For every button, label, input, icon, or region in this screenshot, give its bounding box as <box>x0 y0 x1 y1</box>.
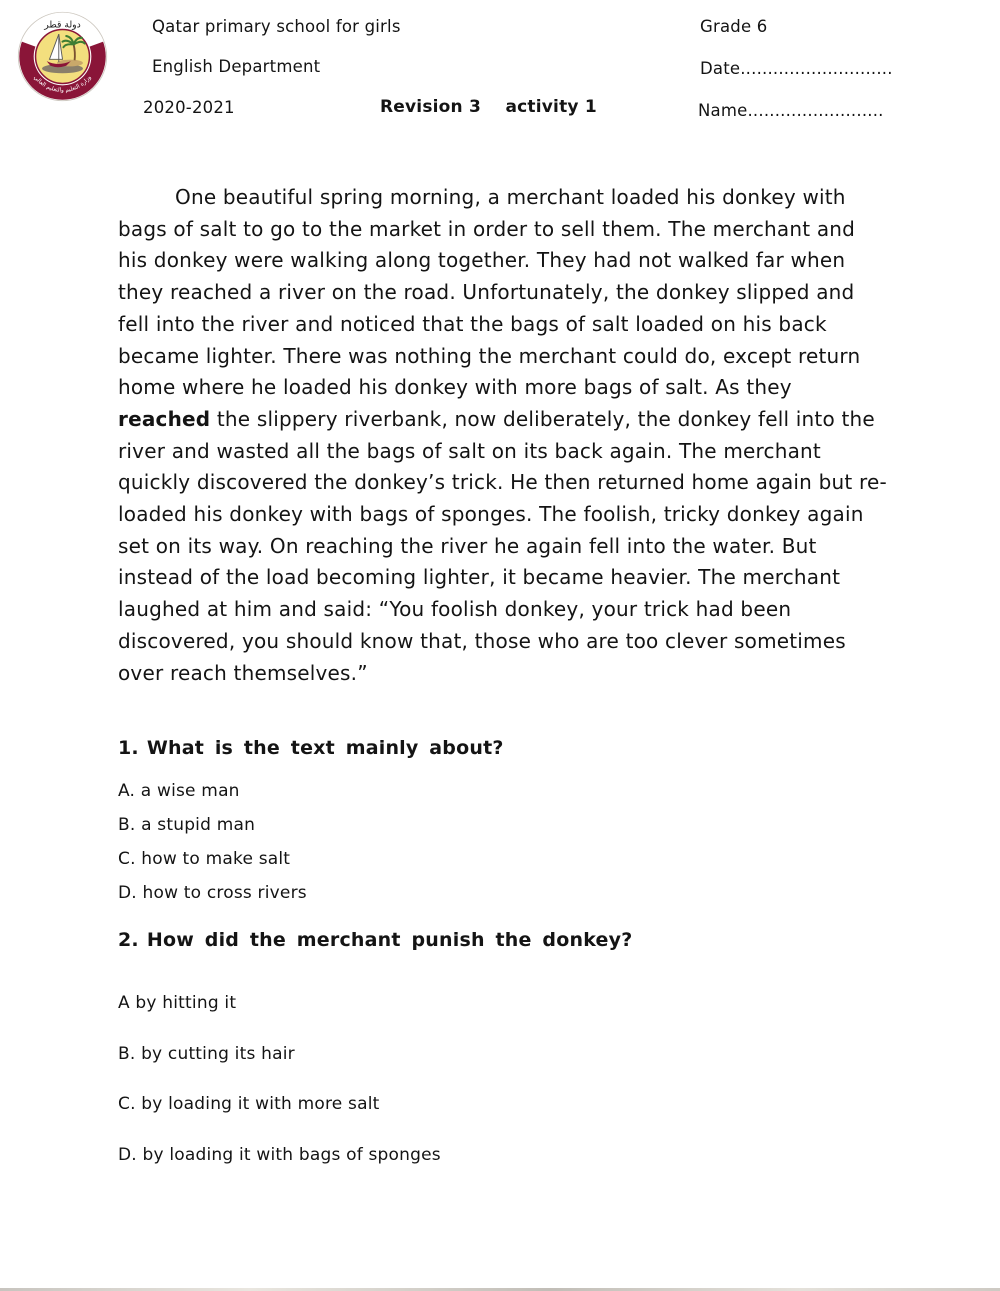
option-2b[interactable]: B. by cutting its hair <box>118 1043 295 1064</box>
question-1 <box>118 737 504 910</box>
question-2-heading <box>118 929 632 951</box>
name-field[interactable]: Name......................... <box>698 101 884 120</box>
option-2c[interactable]: C. by loading it with more salt <box>118 1094 380 1114</box>
question-2 <box>118 929 632 1180</box>
option-1a[interactable]: A. a wise man <box>118 781 240 801</box>
worksheet-title: Revision 3 activity 1 <box>380 97 597 117</box>
logo-arabic-top-text: دولة قطر <box>44 19 81 31</box>
option-1b[interactable]: B. a stupid man <box>118 815 256 835</box>
passage-bold-word: reached <box>118 406 211 431</box>
passage-part1: One beautiful spring morning, a merchant loaded his donkey with bags of salt to go to the market in order to sell them. The merchant and his donkey were walking along together. They had not walked far when they reached a river on the road. Unfortunately, the donkey slipped and fell into the river and noticed that the bags of salt loaded on his back became lighter. There was nothing the merchant could do, except return home where he loaded his donkey with more bags of salt. As they <box>118 185 861 400</box>
question-1-text: What is the text mainly about? <box>146 737 504 759</box>
school-year: 2020-2021 <box>143 98 235 117</box>
department-name: English Department <box>152 57 321 76</box>
question-1-options <box>118 774 504 910</box>
qatar-ministry-of-education-logo-icon <box>16 8 109 105</box>
option-1d[interactable]: D. how to cross rivers <box>118 883 307 903</box>
school-name: Qatar primary school for girls <box>152 17 401 36</box>
question-1-number: 1. <box>118 737 139 759</box>
option-2a[interactable]: A by hitting it <box>118 993 237 1013</box>
passage-part2: the slippery riverbank, now deliberately, the donkey fell into the river and wasted all the bags of salt on its back again. The merchant quickly discovered the donkey’s trick. He then returned home again but re-loaded his donkey with bags of sponges. The foolish, tricky donkey again set on its way. On reaching the river he again fell into the water. But instead of the load becoming lighter, it became heavier. The merchant laughed at him and said: “You foolish donkey, your trick had been discovered, you should know that, those who are too clever sometimes over reach themselves.” <box>118 406 887 685</box>
question-2-number: 2. <box>118 929 139 951</box>
question-1-heading <box>118 737 504 759</box>
reading-passage <box>118 182 888 689</box>
question-2-text: How did the merchant punish the donkey? <box>146 929 633 951</box>
date-field[interactable]: Date............................ <box>700 59 893 78</box>
option-2d[interactable]: D. by loading it with bags of sponges <box>118 1144 441 1165</box>
ministry-logo <box>16 8 109 105</box>
option-1c[interactable]: C. how to make salt <box>118 849 291 869</box>
question-2-options <box>118 978 632 1180</box>
logo-arabic-bottom-text: وزارة التعليم والتعليم العالي <box>32 74 93 94</box>
grade-label: Grade 6 <box>700 17 768 36</box>
